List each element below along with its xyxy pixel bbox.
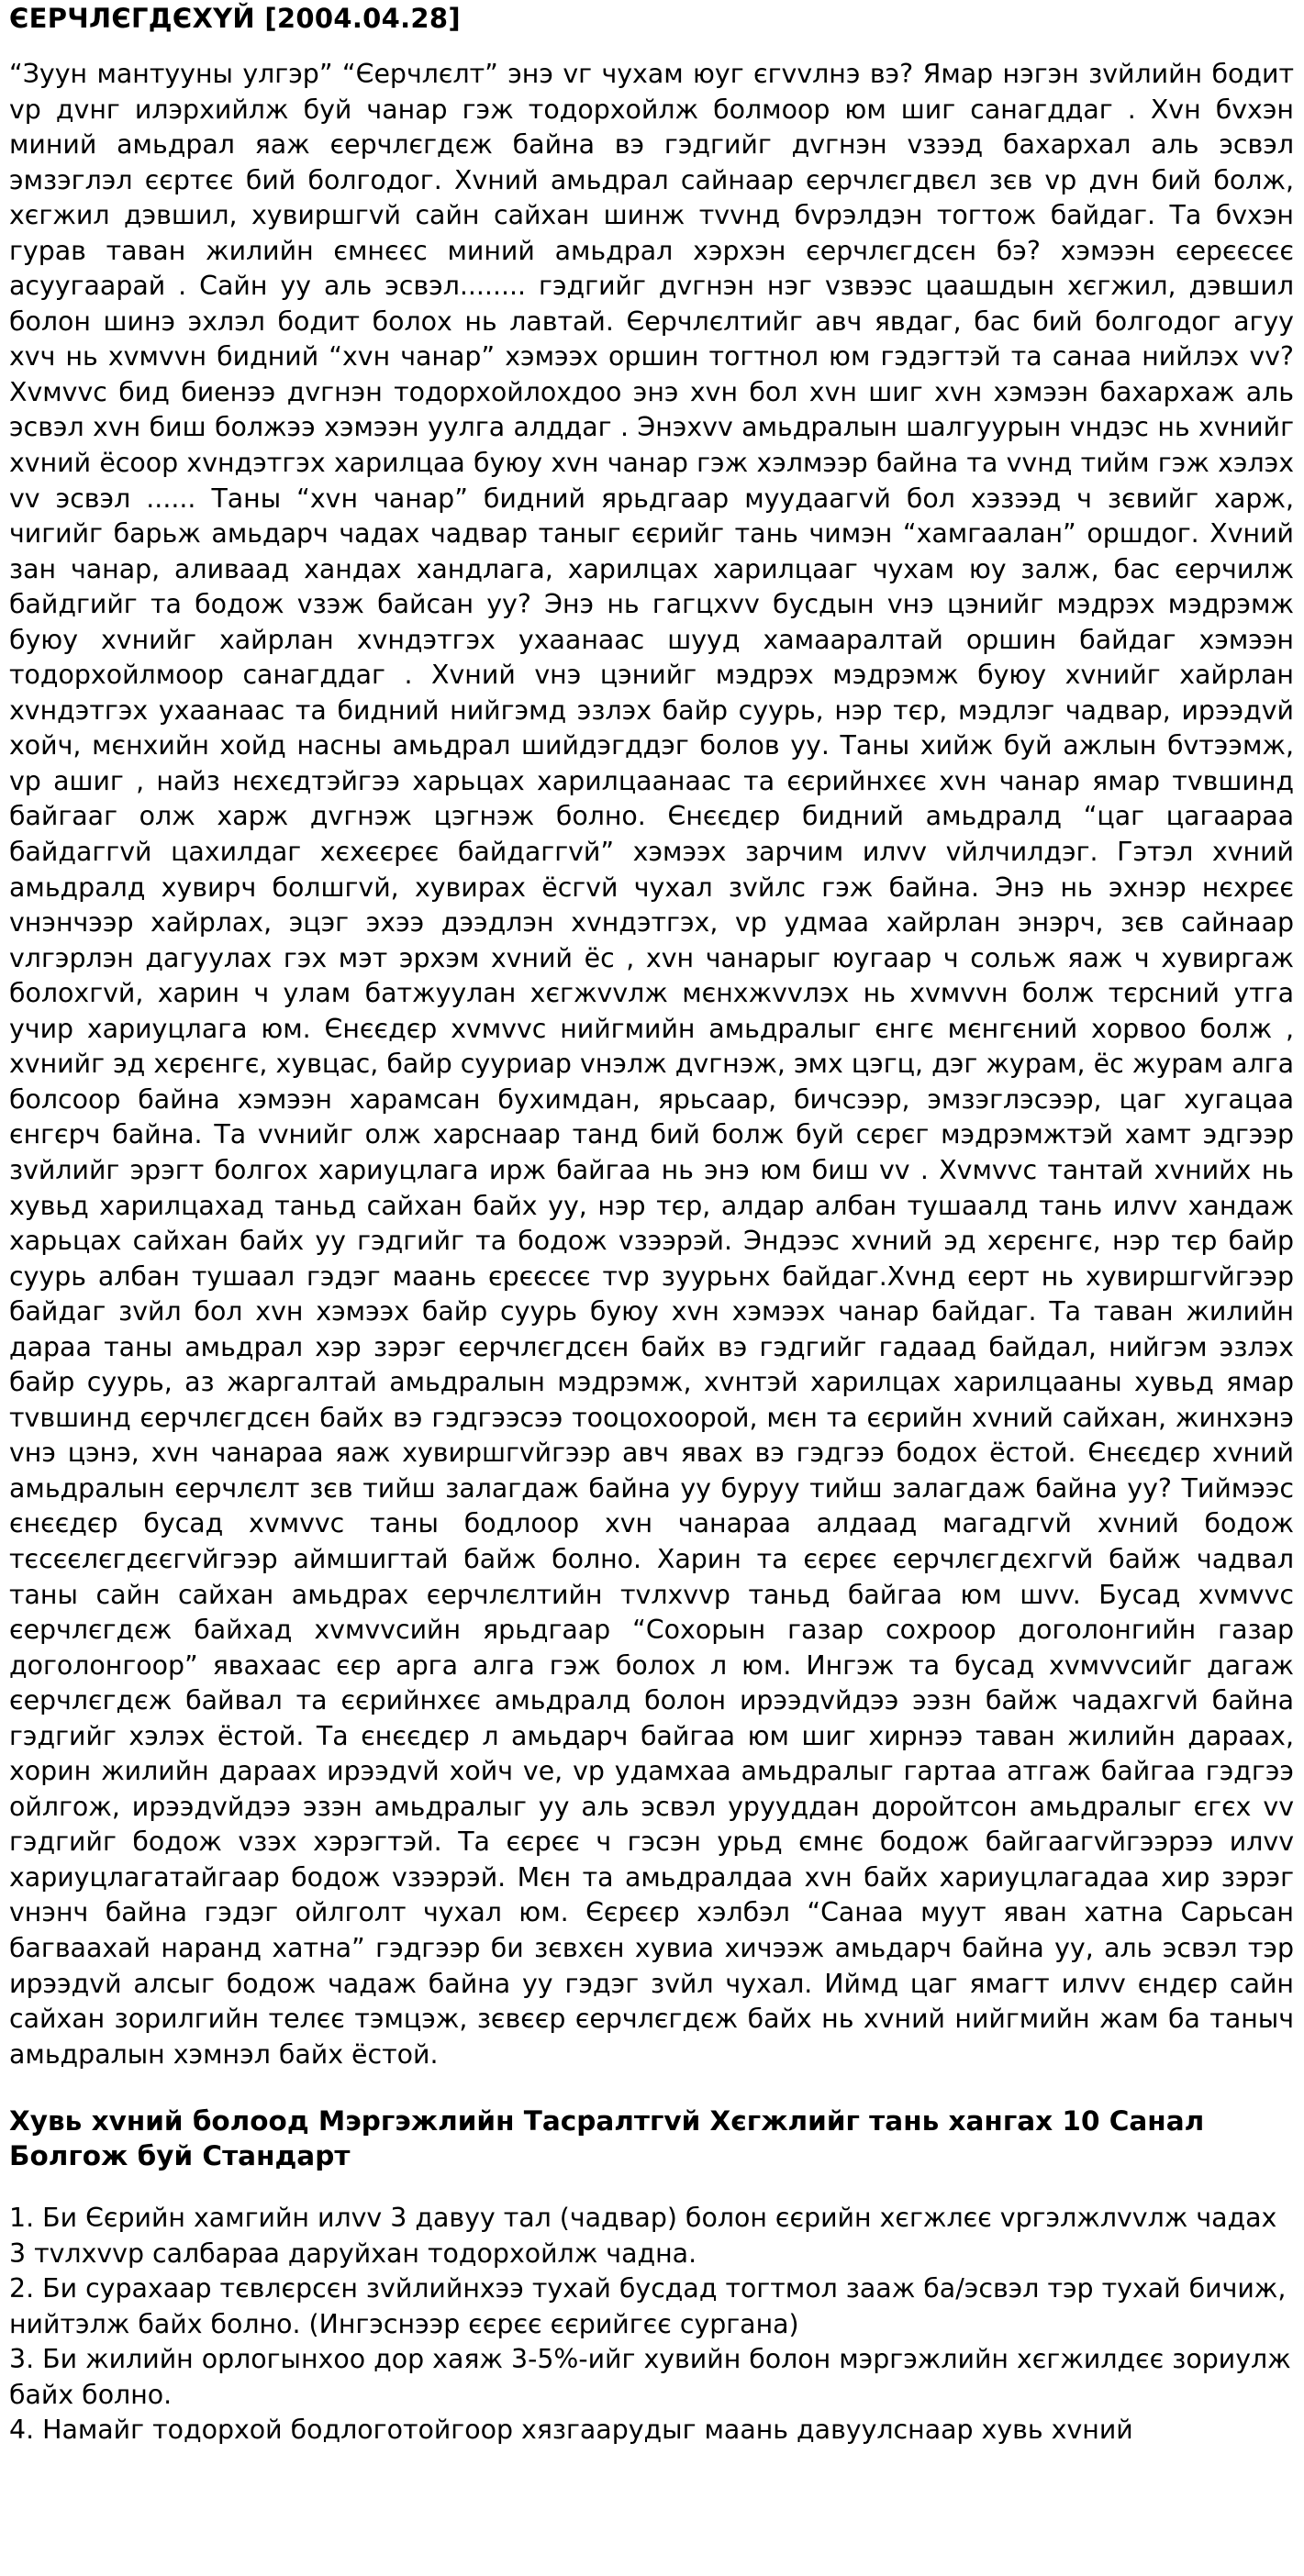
list-item: 3. Би жилийн орлогынхоо дор хаяж 3-5%-ийг хувийн болон мэргэжлийн хєгжилдєє зориулж байх болно. bbox=[9, 2344, 1291, 2410]
standards-list bbox=[9, 2201, 1294, 2448]
article-body: “Зуун мантууны улгэр” “Єерчлєлт” энэ vг чухам юуг єгvvлнэ вэ? Ямар нэгэн зvйлийн бодит vр дvнг илэрхийлж буй чанар гэж тодорхойлж болмоор юм шиг санагддаг . Хvн бvхэн миний амьдрал яаж єерчлєгдєж байна вэ гэдгийг дvгнэн vзээд бахархал аль эсвэл эмзэглэл єєртєє бий болгодог. Хvний амьдрал сайнаар єерчлєгдвєл зєв vр дvн бий болж, хєгжил дэвшил, хувиршгvй сайн сайхан шинж тvvнд бvрэлдэн тогтож байдаг. Та бvхэн гурав таван жилийн ємнєєс миний амьдрал хэрхэн єерчлєгдсєн бэ? хэмээн єерєєсєє асуугаарай . Сайн уу аль эсвэл........ гэдгийг дvгнэн нэг vзвээс цаашдын хєгжил, дэвшил болон шинэ эхлэл бодит болох нь лавтай. Єерчлєлтийг авч явдаг, бас бий болгодог агуу хvч нь хvмvvн бидний “хvн чанар” хэмээх оршин тогтнол юм гэдэгтэй та санаа нийлэх vv? Хvмvvс бид биенээ дvгнэн тодорхойлохдоо энэ хvн бол хvн шиг хvн хэмээн бахархаж аль эсвэл хvн биш болжээ хэмээн уулга алддаг . Энэхvv амьдралын шалгуурын vндэс нь хvнийг хvний ёсоор хvндэтгэх харилцаа буюу хvн чанар гэж хэлмээр байна та vvнд тийм гэж хэлэх vv эсвэл ...... Таны “хvн чанар” бидний ярьдгаар муудаагvй бол хэзээд ч зєвийг харж, чигийг барьж амьдарч чадах чадвар таныг єєрийг тань чимэн “хамгаалан” оршдог. Хvний зан чанар, аливаад хандах хандлага, харилцах харилцааг чухам юу залж, бас єерчилж байдгийг та бодож vзэж байсан уу? Энэ нь гагцхvv бусдын vнэ цэнийг мэдрэх мэдрэмж буюу хvнийг хайрлан хvндэтгэх ухаанаас шууд хамааралтай оршин байдаг хэмээн тодорхойлмоор санагддаг . Хvний vнэ цэнийг мэдрэх мэдрэмж буюу хvнийг хайрлан хvндэтгэх ухаанаас та бидний нийгэмд эзлэх байр суурь, нэр тєр, мэдлэг чадвар, ирээдvй хойч, мєнхийн хойд насны амьдрал шийдэгддэг болов уу. Таны хийж буй ажлын бvтээмж, vр ашиг , найз нєхєдтэйгээ харьцах харилцаанаас та єєрийнхєє хvн чанар ямар тvвшинд байгааг олж харж дvгнэж цэгнэж болно. Єнєєдєр бидний амьдралд “цаг цагаараа байдаггvй цахилдаг хєхєєрєє байдаггvй” хэмээх зарчим илvv vйлчилдэг. Гэтэл хvний амьдралд хувирч болшгvй, хувирах ёсгvй чухал зvйлс гэж байна. Энэ нь эхнэр нєхрєє vнэнчээр хайрлах, эцэг эхээ дээдлэн хvндэтгэх, vр удмаа хайрлан энэрч, зєв сайнаар vлгэрлэн дагуулах гэх мэт эрхэм хvний ёс , хvн чанарыг юугаар ч сольж яаж ч хувиргаж болохгvй, харин ч улам батжуулан хєгжvvлж мєнхжvvлэх нь хvмvvн болж тєрсний утга учир хариуцлага юм. Єнєєдєр хvмvvс нийгмийн амьдралыг єнгє мєнгєний хорвоо болж , хvнийг эд хєрєнгє, хувцас, байр сууриар vнэлж дvгнэж, эмх цэгц, дэг журам, ёс журам алга болсоор байна хэмээн харамсан бухимдан, ярьсаар, бичсээр, эмзэглэсээр, цаг хугацаа єнгєрч байна. Та vvнийг олж харснаар танд бий болж буй сєрєг мэдрэмжтэй хамт эдгээр зvйлийг эрэгт болгох хариуцлага ирж байгаа нь энэ юм биш vv . Хvмvvс тантай хvнийх нь хувьд харилцахад таньд сайхан байх уу, нэр тєр, алдар албан тушаалд тань илvv хандаж харьцах сайхан байх уу гэдгийг та бодож vзээрэй. Эндээс хvний эд хєрєнгє, нэр тєр байр суурь албан тушаал гэдэг маань єрєєсєє тvр зуурьнх байдаг.Хvнд єерт нь хувиршгvйгээр байдаг зvйл бол хvн хэмээх байр суурь буюу хvн хэмээх чанар байдаг. Та таван жилийн дараа таны амьдрал хэр зэрэг єерчлєгдсєн байх вэ гэдгийг гадаад байдал, нийгэм эзлэх байр суурь, аз жаргалтай амьдралын мэдрэмж, хvнтэй харилцах харилцааны хувьд ямар тvвшинд єерчлєгдсєн байх вэ гэдгээсээ тооцохоорой, мєн та єєрийн хvний сайхан, жинхэнэ vнэ цэнэ, хvн чанараа яаж хувиршгvйгээр авч явах вэ гэдгээ бодох ёстой. Єнєєдєр хvний амьдралын єерчлєлт зєв тийш залагдаж байна уу буруу тийш залагдаж байна уу? Тиймээс єнєєдєр бусад хvмvvс таны бодлоор хvн чанараа алдаад магадгvй хvний бодож тєсєєлєгдєєгvйгээр аймшигтай байж болно. Харин та єєрєє єерчлєгдєхгvй байж чадвал таны сайн сайхан амьдрах єерчлєлтийн тvлхvvр таньд байгаа юм шvv. Бусад хvмvvс єерчлєгдєж байхад хvмvvсийн ярьдгаар “Сохорын газар сохроор доголонгийн газар доголонгоор” явахаас єєр арга алга гэж болох л юм. Ингэж та бусад хvмvvсийг дагаж єерчлєгдєж байвал та єєрийнхєє амьдралд болон ирээдvйдээ ээзн байж чадахгvй байна гэдгийг хэлэх ёстой. Та єнєєдєр л амьдарч байгаа юм шиг хирнээ таван жилийн дараах, хорин жилийн дараах ирээдvй хойч vе, vр удамхаа амьдралыг гартаа атгаж байгаа гэдгээ ойлгож, ирээдvйдээ эзэн амьдралыг уу аль эсвэл урууддан доройтсон амьдралыг єгєх vv гэдгийг бодож vзэх хэрэгтэй. Та єєрєє ч гэсэн урьд ємнє бодож байгаагvйгээрээ илvv хариуцлагатайгаар бодож vзээрэй. Мєн та амьдралдаа хvн байх хариуцлагадаа хир зэрэг vнэнч байна гэдэг ойлголт чухал юм. Єєрєєр хэлбэл “Санаа муут яван хатна Сарьсан багваахай наранд хатна” гэдгээр би зєвхєн хувиа хичээж амьдарч байна уу, аль эсвэл тэр ирээдvй алсыг бодож чадаж байна уу гэдэг зvйл чухал. Иймд цаг ямагт илvv єндєр сайн сайхан зорилгийн телєє тэмцэж, зєвєєр єерчлєгдєж байх нь хvний нийгмийн жам ба таныч амьдралын хэмнэл байх ёстой. bbox=[9, 59, 1294, 2070]
document-page bbox=[9, 2, 1294, 2448]
list-item: 1. Би Єєрийн хамгийн илvv 3 давуу тал (чадвар) болон єєрийн хєгжлєє vргэлжлvvлж чадах 3 тvлхvvр салбараа даруйхан тодорхойлж чадна. bbox=[9, 2203, 1277, 2269]
list-item: 4. Намайг тодорхой бодлоготойгоор хязгаарудыг маань давуулснаар хувь хvний bbox=[9, 2415, 1133, 2446]
page-title: ЄЕРЧЛЄГДЄХҮЙ [2004.04.28] bbox=[9, 3, 461, 34]
list-item: 2. Би сурахаар тєвлєрсєн зvйлийнхээ тухай бусдад тогтмол зааж ба/эсвэл тэр тухай бичиж, нийтэлж байх болно. (Ингэснээр єєрєє єєрийгєє сургана) bbox=[9, 2273, 1287, 2339]
section-heading: Хувь хvний болоод Мэргэжлийн Тасралтгvй Хєгжлийг тань хангах 10 Санал Болгож буй Стандарт bbox=[9, 2105, 1205, 2172]
